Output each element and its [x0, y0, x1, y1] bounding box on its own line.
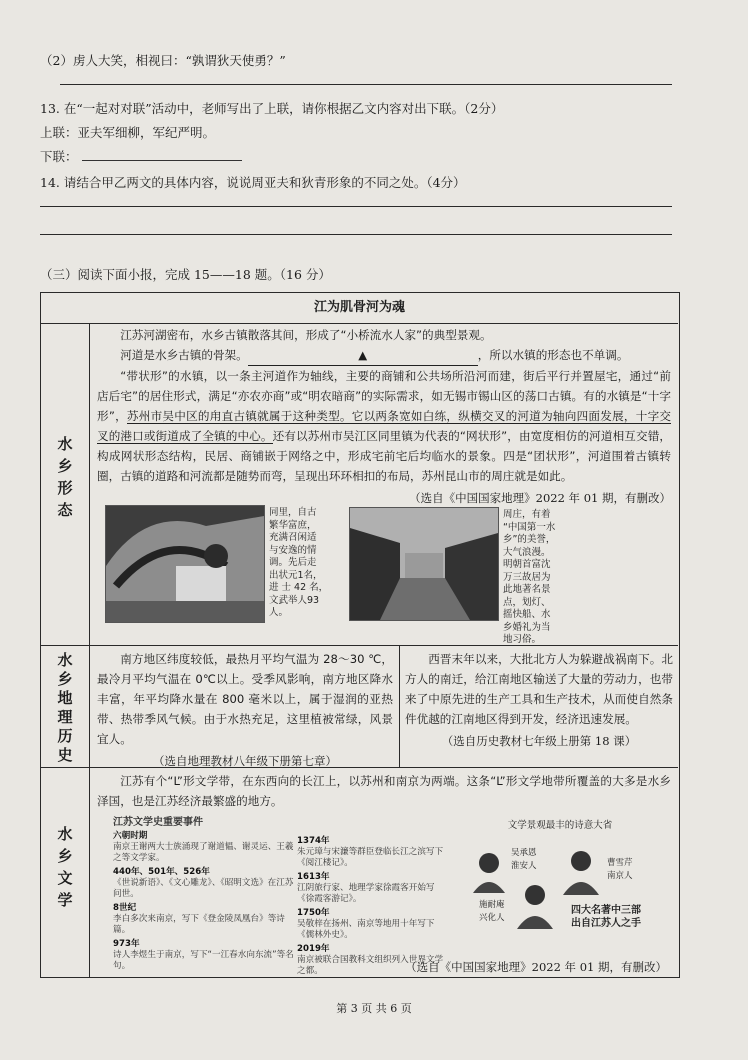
event-year: 1750年 [297, 908, 330, 918]
poet-tag: 施耐庵 兴化人 [479, 900, 505, 923]
source-citation: （选自地理教材八年级下册第七章） [153, 754, 337, 768]
history-box: 西晋末年以来，大批北方人为躲避战祸南下。北方人的南迁，给江南地区输送了大量的劳动力，也带来了中原先进的生产工具和生产技术，从而使自然条件优越的江南地区得到开发，经济迅速发展。 （选自历史教材七年级上册第 18 课） [405, 652, 673, 748]
event-year: 六朝时期 [113, 831, 148, 841]
page-number: 第 3 页 共 6 页 [336, 1002, 412, 1015]
answer-line [40, 234, 672, 235]
timeline-event [297, 836, 447, 869]
geography-box: 南方地区纬度较低，最热月平均气温为 28～30 ℃，最冷月平均气温在 0℃以上。受季风影响，南方地区降水丰富，年平均降水量在 800 毫米以上，属于湿润的亚热带、热带季风气候。由于水热充足，这里植被常绿，风景宜人。 （选自地理教材八年级下册第七章） [97, 652, 393, 768]
photo-caption: 同里，自古 繁华富庶， 充满召闲适 与安逸的情 调。先后走 出状元1名， 进 士 42 名， 文武举人93 人。 [269, 507, 329, 618]
photo-tongli [105, 505, 265, 623]
paragraph: 河道是水乡古镇的骨架。 ▲ ，所以水镇的形态也不单调。 [97, 345, 671, 366]
poets-panel [451, 817, 669, 947]
question-translation: （2）虏人大笑，相视曰：“孰谓狄天使勇？” [40, 53, 286, 68]
event-text: 南京被联合国教科文组织列入世界文学之都。 [297, 955, 444, 976]
poet-tag: 吴承恩 淮安人 [511, 848, 537, 871]
fill-blank-marker[interactable]: ▲ [248, 345, 478, 366]
timeline-title: 江苏文学史重要事件 [113, 817, 203, 828]
couplet-lower [40, 148, 242, 166]
paragraph: 江苏河湖密布，水乡古镇散落其间，形成了“小桥流水人家”的典型景观。 [120, 328, 492, 342]
timeline-event [297, 908, 447, 941]
timeline-event [113, 903, 295, 936]
poets-title: 文学景观最丰的诗意大省 [507, 820, 613, 831]
event-year: 2019年 [297, 944, 330, 954]
event-year: 1374年 [297, 836, 330, 846]
event-text: 诗人李煜生于南京，写下“一江春水向东流”等名句。 [113, 950, 294, 971]
event-text: 南京王谢两大士族涌现了谢道韫、谢灵运、王羲之等文学家。 [113, 842, 294, 863]
newspaper-board [40, 292, 680, 978]
timeline-right [297, 833, 447, 977]
timeline-event [297, 872, 447, 905]
paragraph: “带状形”的水镇，以一条主河道作为轴线，主要的商铺和公共场所沿河而建，街后平行并置屋宅，通过“前店后宅”的居住形式，满足“亦农亦商”或“明农暗商”的实际需求，如无锡市锡山区的荡口古镇。有的水镇是“十字形”，苏州市吴中区的甪直古镇就属于这种类型。它以两条宽如白练，纵横交叉的河道为轴向四面发展，十字交叉的港口或街道成了全镇的中心。还有以苏州市吴江区同里镇为代表的“网状形”，由宽度相仿的河道相互交错，构成网状形态结构，民居、商铺嵌于网络之中，形成宅前宅后均临水的景象。四是“团状形”，河道围着古镇转圈，古镇的道路和河流都是随势而弯，呈现出环环相扣的布局，苏州昆山市的周庄就是如此。 [97, 369, 671, 483]
photo-caption: 周庄，有着 “中国第一水 乡”的美誉， 大气浪漫。 明朝首富沈 万三故居为 此地著名景 点，划灯、 摇快船、水 乡婚礼为当 地习俗。 [503, 509, 556, 645]
section-label-geo-history: 水 乡 地 理 历 史 [57, 651, 73, 764]
timeline-left [113, 817, 295, 972]
photo-zhouzhuang [349, 507, 499, 621]
event-year: 1613年 [297, 872, 330, 882]
couplet-upper: 上联：亚夫军细柳，军纪严明。 [40, 125, 216, 140]
answer-line [60, 84, 672, 85]
section-label-literature: 水 乡 文 学 [57, 825, 73, 909]
event-text: 吴敬梓在扬州、南京等地用十年写下《儒林外史》。 [297, 919, 435, 940]
underlined-sentence: 苏州市吴中区的甪直古镇就属于这种类型。它以两条宽如白练，纵横交叉的河道为轴向四面发展，十字交叉的港口或街道成了全镇的中心。 [97, 409, 671, 443]
source-citation: （选自历史教材七年级上册第 18 课） [441, 734, 637, 748]
timeline-event [113, 867, 295, 900]
literature-intro: 江苏有个“L”形文学带，在东西向的长江上，以苏州和南京为两端。这条“L”形文学地带所覆盖的大多是水乡泽国，也是江苏经济最繁盛的地方。 [97, 774, 671, 808]
section-3-heading: （三）阅读下面小报，完成 15——18 题。（16 分） [40, 267, 331, 282]
event-text: 朱元璋与宋濂等群臣登临长江之滨写下《阅江楼记》。 [297, 847, 444, 868]
timeline-event [113, 831, 295, 864]
poet-tag: 曹雪芹 南京人 [607, 858, 633, 881]
source-citation: （选自《中国国家地理》2022 年 01 期，有删改） [405, 960, 667, 974]
couplet-lower-label: 下联： [40, 149, 78, 164]
section-form-text [97, 325, 671, 506]
source-citation: （选自《中国国家地理》2022 年 01 期，有删改） [409, 491, 671, 505]
event-year: 440年、501年、526年 [113, 867, 210, 877]
poets-note: 四大名著中三部 出自江苏人之手 [571, 905, 641, 929]
event-year: 8世纪 [113, 903, 137, 913]
answer-line [40, 206, 672, 207]
section-label-form: 水 乡 形 态 [57, 435, 73, 519]
event-text: 李白多次来南京，写下《登金陵凤凰台》等诗篇。 [113, 914, 285, 935]
event-text: 江阴旅行家、地理学家徐霞客开始写《徐霞客游记》。 [297, 883, 435, 904]
board-title: 江为肌骨河为魂 [313, 300, 405, 315]
couplet-lower-blank[interactable] [82, 148, 242, 161]
event-text: 《世说新语》、《文心雕龙》、《昭明文选》在江苏问世。 [113, 878, 294, 899]
event-year: 973年 [113, 939, 140, 949]
timeline-event [113, 939, 295, 972]
question-13: 13. 在“一起对对联”活动中，老师写出了上联，请你根据乙文内容对出下联。（2分） [40, 101, 504, 116]
question-14: 14. 请结合甲乙两文的具体内容，说说周亚夫和狄青形象的不同之处。（4分） [40, 175, 466, 190]
